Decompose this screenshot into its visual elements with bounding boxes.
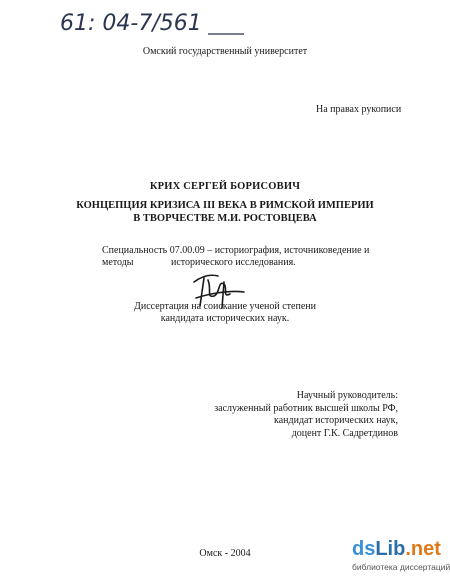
handwritten-code bbox=[58, 4, 248, 40]
university-name: Омский государственный университет bbox=[142, 46, 308, 57]
specialty-line-2: исторического исследования. bbox=[171, 257, 296, 268]
degree-line: Диссертация на соискание ученой степени bbox=[134, 301, 316, 312]
rights-notice: На правах рукописи bbox=[316, 104, 402, 115]
watermark-brand bbox=[352, 538, 441, 561]
brand-net: .net bbox=[405, 538, 441, 560]
advisor-line: Научный руководитель: bbox=[296, 390, 398, 401]
title-line: КОНЦЕПЦИЯ КРИЗИСА III ВЕКА В РИМСКОЙ ИМПЕРИИ bbox=[76, 200, 374, 211]
advisor-block bbox=[214, 390, 398, 440]
author-name: КРИХ СЕРГЕЙ БОРИСОВИЧ bbox=[149, 181, 301, 192]
title-line: В ТВОРЧЕСТВЕ М.И. РОСТОВЦЕВА bbox=[133, 213, 317, 224]
degree-line: кандидата исторических наук. bbox=[160, 313, 290, 324]
advisor-line: заслуженный работник высшей школы РФ, bbox=[214, 402, 398, 414]
specialty-line-1: Специальность 07.00.09 – историография, источниковедение и методы bbox=[102, 245, 370, 268]
city-year: Омск - 2004 bbox=[199, 548, 251, 559]
brand-ds: ds bbox=[352, 538, 376, 560]
dissertation-title bbox=[0, 199, 450, 225]
handwritten-code-text: 61: 04-7/561 bbox=[60, 11, 202, 36]
advisor-line: доцент Г.К. Садретдинов bbox=[291, 427, 398, 439]
watermark-logo[interactable] bbox=[352, 538, 450, 582]
brand-lib: Lib bbox=[375, 538, 406, 560]
dissertation-degree bbox=[0, 301, 450, 325]
watermark-subtitle: библиотека диссертаций bbox=[352, 562, 450, 572]
advisor-line: кандидат исторических наук, bbox=[274, 415, 398, 426]
